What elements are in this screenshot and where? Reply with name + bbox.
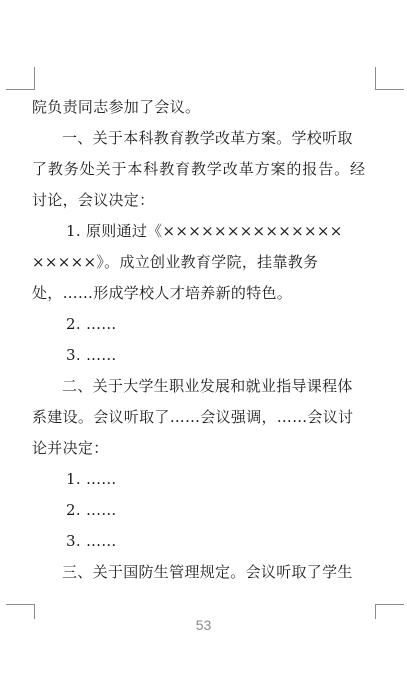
list-item-line: 2. …… — [66, 315, 117, 333]
text-line: 讨论，会议决定： — [32, 191, 155, 209]
document-body — [32, 92, 376, 588]
text-line: 了教务处关于本科教育教学改革方案的报告。经 — [32, 160, 366, 178]
section-heading-line: 一、关于本科教育教学改革方案。学校听取 — [62, 129, 353, 147]
text-line: 论并决定： — [32, 439, 109, 457]
crop-mark-top-left — [6, 67, 35, 90]
text-line: 处，……形成学校人才培养新的特色。 — [32, 284, 293, 302]
page-number: 53 — [195, 617, 212, 633]
text-line: ×××××》。成立创业教育学院，挂靠教务 — [32, 253, 319, 271]
list-item-line: 1. …… — [66, 470, 117, 488]
text-line: 院负责同志参加了会议。 — [32, 98, 201, 116]
crop-mark-top-right — [375, 67, 404, 90]
list-item-line: 1. 原则通过《×××××××××××××× — [66, 222, 343, 240]
list-item-line: 2. …… — [66, 501, 117, 519]
text-line: 系建设。会议听取了……会议强调，……会议讨 — [32, 408, 354, 426]
section-heading-line: 二、关于大学生职业发展和就业指导课程体 — [62, 377, 353, 395]
list-item-line: 3. …… — [66, 532, 117, 550]
list-item-line: 3. …… — [66, 346, 117, 364]
section-heading-line: 三、关于国防生管理规定。会议听取了学生 — [62, 563, 353, 581]
